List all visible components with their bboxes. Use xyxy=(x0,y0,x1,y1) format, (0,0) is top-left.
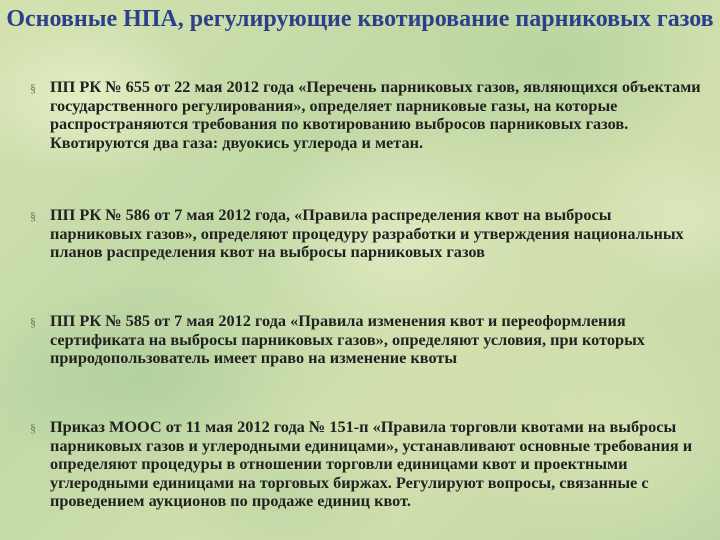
slide-title: Основные НПА, регулирующие квотирование парниковых газов xyxy=(6,6,714,32)
bullet-text: ПП РК № 586 от 7 мая 2012 года, «Правила распределения квот на выбросы парниковых газов», определяют процедуру разработки и утверждения национальных планов распределения квот на выбросы парниковых газов xyxy=(50,205,684,261)
section-sign-bullet-icon: § xyxy=(30,421,36,435)
bullet-text: ПП РК № 655 от 22 мая 2012 года «Перечень парниковых газов, являющихся объектами государственного регулирования», определяет парниковые газы, на которые распространяются требования по квотированию выбросов парниковых газов. Квотируются два газа: двуокись углерода и метан. xyxy=(50,77,701,152)
bullet-item-pp-655 xyxy=(30,78,706,152)
bullet-item-pp-585 xyxy=(30,312,706,368)
bullet-item-pp-586 xyxy=(30,206,706,262)
bullet-text: ПП РК № 585 от 7 мая 2012 года «Правила изменения квот и переоформления сертификата на выбросы парниковых газов», определяют условия, при которых природопользователь имеет право на изменение квоты xyxy=(50,311,645,367)
section-sign-bullet-icon: § xyxy=(30,209,36,223)
section-sign-bullet-icon: § xyxy=(30,315,36,329)
bullet-text: Приказ МООС от 11 мая 2012 года № 151-п «Правила торговли квотами на выбросы парниковых газов и углеродными единицами», устанавливают основные требования и определяют процедуры в отношении торговли единицами квот и проектными углеродными единицами на торговых биржах. Регулируют вопросы, связанные с проведением аукционов по продаже единиц квот. xyxy=(50,417,693,510)
section-sign-bullet-icon: § xyxy=(30,81,36,95)
bullet-item-order-151 xyxy=(30,418,706,511)
